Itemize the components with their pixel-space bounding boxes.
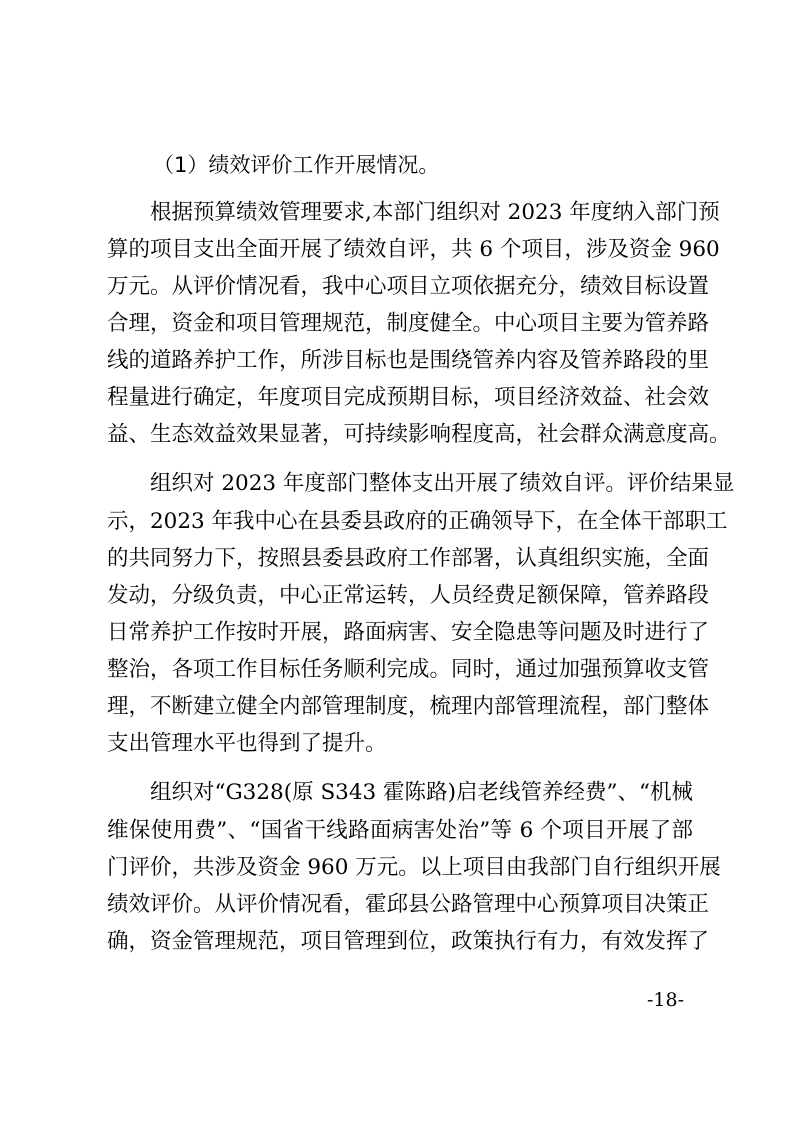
paragraph-2-line-4: 发动，分级负责，中心正常运转，人员经费足额保障，管养路段 [107,583,710,608]
paragraph-2-line-1: 组织对 2023 年度部门整体支出开展了绩效自评。评价结果显 [150,471,735,496]
paragraph-1-line-7: 益、生态效益效果显著，可持续影响程度高，社会群众满意度高。 [107,422,731,447]
paragraph-3-line-4: 绩效评价。从评价情况看，霍邱县公路管理中心预算项目决策正 [107,892,710,917]
paragraph-3-line-5: 确，资金管理规范，项目管理到位，政策执行有力，有效发挥了 [107,929,710,954]
paragraph-1-line-5: 线的道路养护工作，所涉目标也是围绕管养内容及管养路段的里 [107,348,710,373]
paragraph-1-line-2: 算的项目支出全面开展了绩效自评，共 6 个项目，涉及资金 960 [107,237,720,262]
paragraph-2-line-7: 理，不断建立健全内部管理制度，梳理内部管理流程，部门整体 [107,694,710,719]
paragraph-3-line-1: 组织对“G328(原 S343 霍陈路)启老线管养经费”、“机械 [150,780,693,805]
paragraph-2-line-5: 日常养护工作按时开展，路面病害、安全隐患等问题及时进行了 [107,620,710,645]
paragraph-2-line-6: 整治，各项工作目标任务顺利完成。同时，通过加强预算收支管 [107,657,710,682]
paragraph-3-line-3: 门评价，共涉及资金 960 万元。以上项目由我部门自行组织开展 [107,855,721,880]
paragraph-2-line-8: 支出管理水平也得到了提升。 [107,731,387,756]
paragraph-1-line-6: 程量进行确定，年度项目完成预期目标，项目经济效益、社会效 [107,385,710,410]
page-number: -18- [647,989,685,1011]
paragraph-1-line-1: 根据预算绩效管理要求,本部门组织对 2023 年度纳入部门预 [150,200,720,225]
paragraph-2-line-2: 示，2023 年我中心在县委县政府的正确领导下，在全体干部职工 [107,509,728,534]
paragraph-2-line-3: 的共同努力下，按照县委县政府工作部署，认真组织实施，全面 [107,546,710,571]
paragraph-1-line-4: 合理，资金和项目管理规范，制度健全。中心项目主要为管养路 [107,311,710,336]
paragraph-1-line-3: 万元。从评价情况看，我中心项目立项依据充分，绩效目标设置 [107,274,710,299]
section-heading: （1）绩效评价工作开展情况。 [153,153,440,177]
paragraph-3-line-2: 维保使用费”、“国省干线路面病害处治”等 6 个项目开展了部 [107,818,693,843]
